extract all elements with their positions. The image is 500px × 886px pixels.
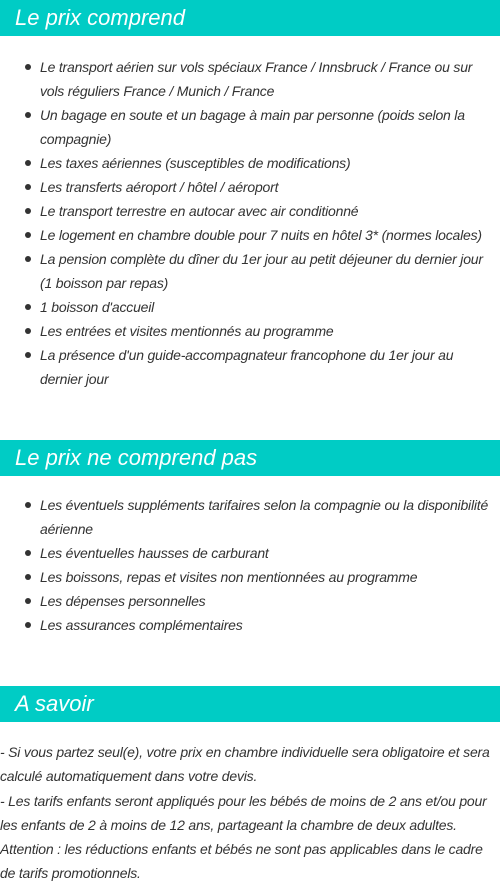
bullet-icon [25,598,31,604]
list-prix-ne-comprend-pas [0,493,500,637]
list-item: Les éventuelles hausses de carburant [0,541,500,565]
list-item: La pension complète du dîner du 1er jour au petit déjeuner du dernier jour (1 boisson par repas) [0,247,500,295]
bullet-icon [25,64,31,70]
list-item: Le transport terrestre en autocar avec air conditionné [0,199,500,223]
list-item: Les éventuels suppléments tarifaires selon la compagnie ou la disponibilité aérienne [0,493,500,541]
list-item: Les dépenses personnelles [0,589,500,613]
bullet-icon [25,574,31,580]
section-title-prix-comprend: Le prix comprend [0,0,500,36]
a-savoir-text [0,740,500,886]
bullet-icon [25,184,31,190]
bullet-icon [25,232,31,238]
paragraph: - Les tarifs enfants seront appliqués pour les bébés de moins de 2 ans et/ou pour les enfants de 2 à moins de 12 ans, partageant la chambre de deux adultes. [0,792,487,833]
list-item: Les transferts aéroport / hôtel / aéroport [0,175,500,199]
bullet-icon [25,112,31,118]
list-item: Les taxes aériennes (susceptibles de modifications) [0,151,500,175]
bullet-icon [25,160,31,166]
bullet-icon [25,256,31,262]
list-item: Le transport aérien sur vols spéciaux France / Innsbruck / France ou sur vols réguliers France / Munich / France [0,55,500,103]
list-item: Les assurances complémentaires [0,613,500,637]
bullet-icon [25,208,31,214]
bullet-icon [25,328,31,334]
section-title-prix-ne-comprend-pas: Le prix ne comprend pas [0,440,500,476]
list-item: La présence d'un guide-accompagnateur francophone du 1er jour au dernier jour [0,343,500,391]
list-item: Les boissons, repas et visites non mentionnées au programme [0,565,500,589]
list-prix-comprend [0,55,500,391]
bullet-icon [25,550,31,556]
paragraph: Attention : les réductions enfants et bébés ne sont pas applicables dans le cadre de tarifs promotionnels. [0,841,483,882]
bullet-icon [25,352,31,358]
list-item: 1 boisson d'accueil [0,295,500,319]
list-item: Le logement en chambre double pour 7 nuits en hôtel 3* (normes locales) [0,223,500,247]
bullet-icon [25,304,31,310]
bullet-icon [25,502,31,508]
bullet-icon [25,622,31,628]
list-item: Les entrées et visites mentionnés au programme [0,319,500,343]
paragraph: - Si vous partez seul(e), votre prix en chambre individuelle sera obligatoire et sera calculé automatiquement dans votre devis. [0,744,490,785]
section-title-a-savoir: A savoir [0,686,500,722]
list-item: Un bagage en soute et un bagage à main par personne (poids selon la compagnie) [0,103,500,151]
